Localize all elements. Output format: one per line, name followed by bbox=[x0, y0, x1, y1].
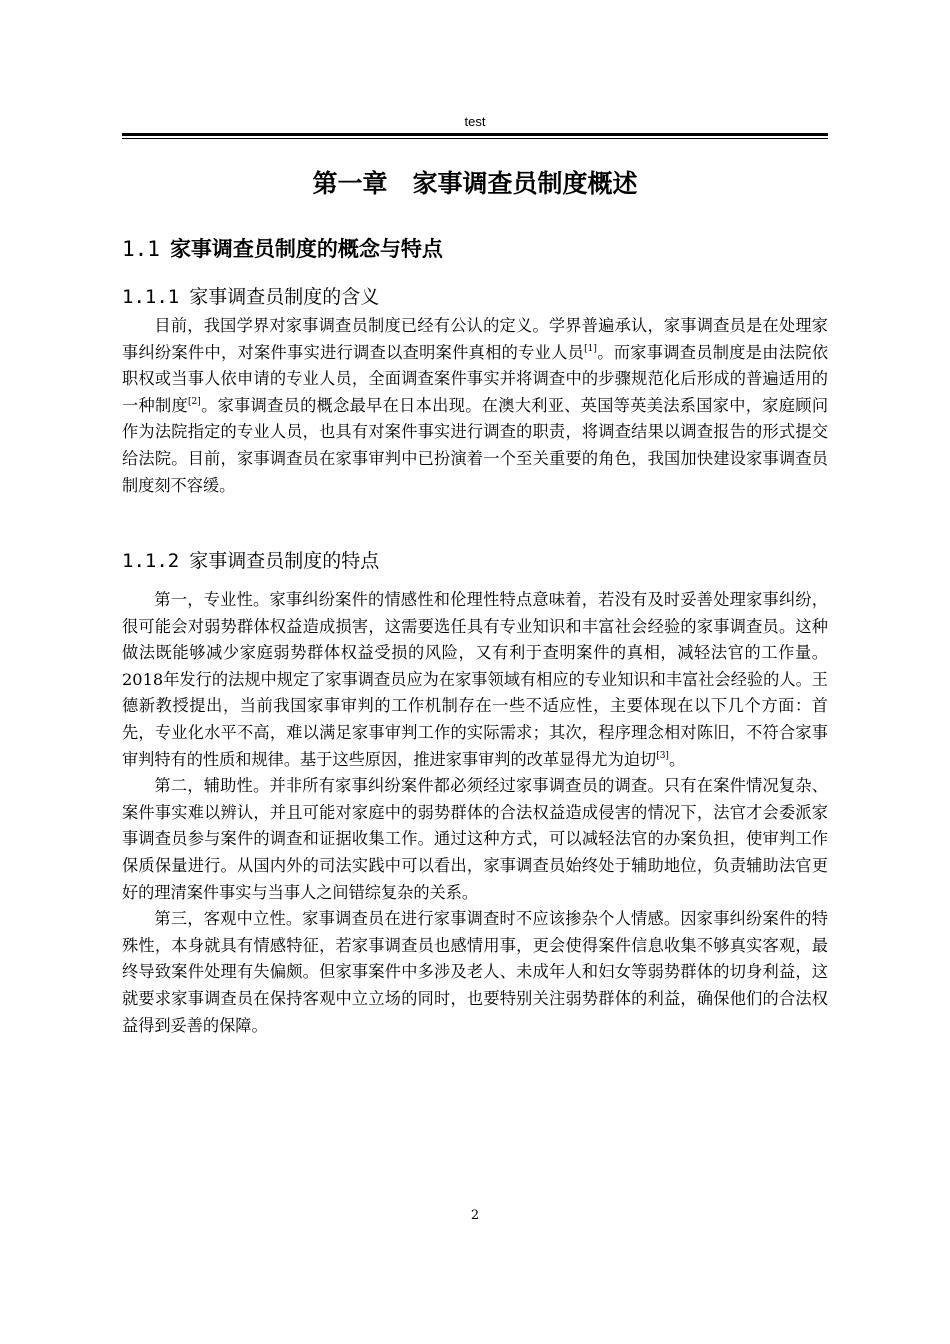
subsection-title: 家事调查员制度的特点 bbox=[189, 550, 380, 572]
paragraph-text: 。 bbox=[668, 749, 686, 769]
citation-ref: [3] bbox=[656, 750, 669, 761]
header-rule-thin bbox=[122, 138, 828, 139]
subsection-heading-2 bbox=[122, 546, 828, 576]
paragraph-text: 目前，我国学界对家事调查员制度已经有公认的定义。学界普遍承认，家事调查员是在处理家事纠纷案件中，对案件事实进行调查以查明案件真相的专业人员 bbox=[122, 316, 828, 362]
section-title: 家事调查员制度的概念与特点 bbox=[169, 237, 443, 261]
subsection-number: 1.1.2 bbox=[122, 550, 180, 572]
paragraph bbox=[122, 313, 828, 499]
chapter-title: 第一章 家事调查员制度概述 bbox=[312, 169, 638, 198]
paragraph bbox=[122, 587, 828, 773]
section-heading bbox=[122, 232, 828, 266]
paragraph-text: 第一，专业性。家事纠纷案件的情感性和伦理性特点意味着，若没有及时妥善处理家事纠纷，很可能会对弱势群体权益造成损害，这需要选任具有专业知识和丰富社会经验的家事调查员。这种做法既能够减少家庭弱势群体权益受损的风险，又有利于查明案件的真相，减轻法官的工作量。2018年发行的法规中规定了家事调查员应为在家事领域有相应的专业知识和丰富社会经验的人。王德新教授提出，当前我国家事审判的工作机制存在一些不适应性，主要体现在以下几个方面：首先，专业化水平不高，难以满足家事审判工作的实际需求；其次，程序理念相对陈旧，不符合家事审判特有的性质和规律。基于这些原因，推进家事审判的改革显得尤为迫切 bbox=[122, 590, 828, 769]
paragraph: 第二，辅助性。并非所有家事纠纷案件都必须经过家事调查员的调查。只有在案件情况复杂、案件事实难以辨认，并且可能对家庭中的弱势群体的合法权益造成侵害的情况下，法官才会委派家事调查员参与案件的调查和证据收集工作。通过这种方式，可以减轻法官的办案负担，使审判工作保质保量进行。从国内外的司法实践中可以看出，家事调查员始终处于辅助地位，负责辅助法官更好的理清案件事实与当事人之间错综复杂的关系。 bbox=[122, 776, 828, 902]
subsection-number: 1.1.1 bbox=[122, 286, 180, 308]
page-header: test bbox=[464, 114, 486, 129]
citation-ref: [2] bbox=[188, 396, 201, 407]
section-number: 1.1 bbox=[122, 237, 160, 261]
paragraph-text: 。家事调查员的概念最早在日本出现。在澳大利亚、英国等英美法系国家中，家庭顾问作为法院指定的专业人员，也具有对案件事实进行调查的职责，将调查结果以调查报告的形式提交给法院。目前，家事调查员在家事审判中已扮演着一个至关重要的角色，我国加快建设家事调查员制度刻不容缓。 bbox=[122, 395, 829, 495]
subsection-title: 家事调查员制度的含义 bbox=[189, 286, 380, 308]
subsection-body-1 bbox=[122, 313, 828, 499]
page-number: 2 bbox=[470, 1208, 480, 1223]
header-rule-thick bbox=[122, 133, 828, 136]
citation-ref: [1] bbox=[584, 343, 597, 354]
paragraph: 第三，客观中立性。家事调查员在进行家事调查时不应该掺杂个人情感。因家事纠纷案件的特殊性，本身就具有情感特征，若家事调查员也感情用事，更会使得案件信息收集不够真实客观，最终导致案件处理有失偏颇。但家事案件中多涉及老人、未成年人和妇女等弱势群体的切身利益，这就要求家事调查员在保持客观中立立场的同时，也要特别关注弱势群体的利益，确保他们的合法权益得到妥善的保障。 bbox=[122, 909, 828, 1035]
subsection-heading-1 bbox=[122, 282, 828, 312]
subsection-body-2 bbox=[122, 587, 828, 1039]
paragraph-text: 。而家事调查员制度是由法院依职权或当事人依申请的专业人员，全面调查案件事实并将调查中的步骤规范化后形成的普遍适用的一种制度 bbox=[122, 342, 829, 415]
